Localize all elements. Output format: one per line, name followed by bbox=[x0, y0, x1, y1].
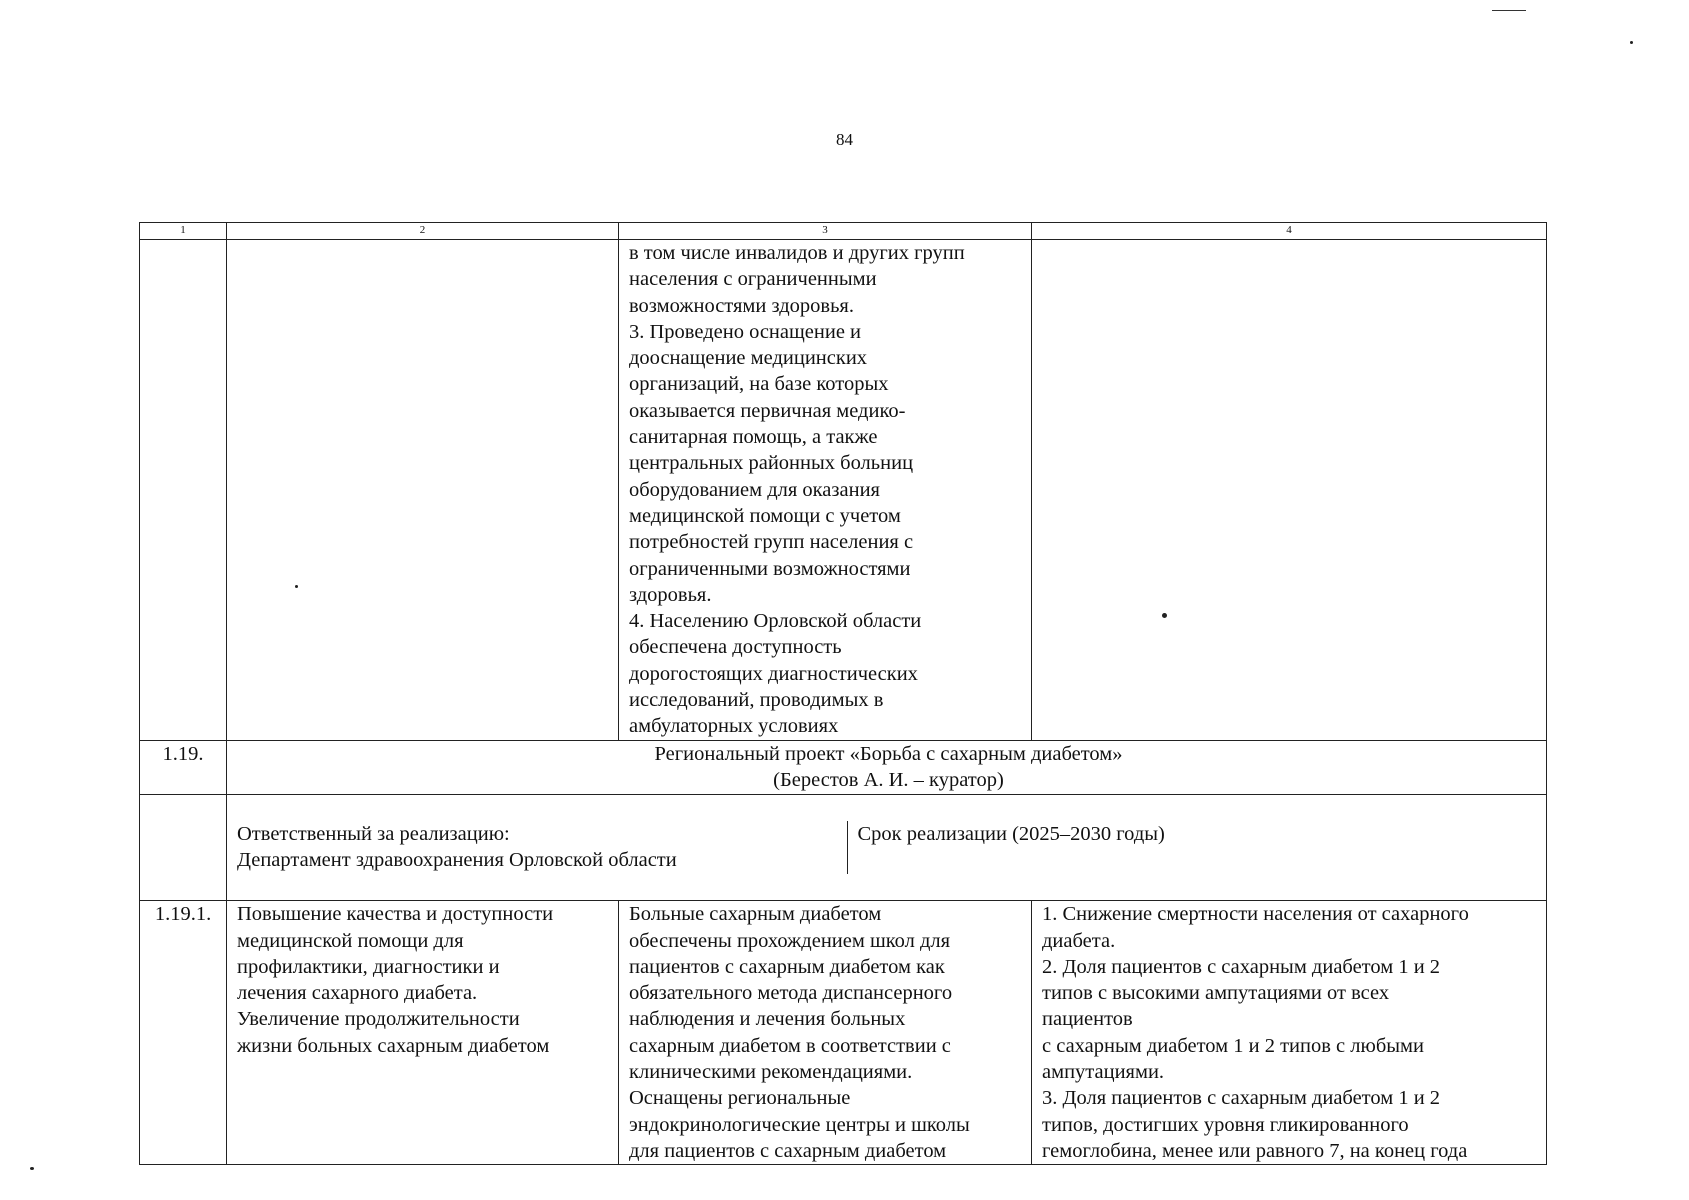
column-number-1: 1 bbox=[140, 223, 227, 240]
responsible-row bbox=[140, 794, 1547, 901]
continuation-task-cell bbox=[227, 240, 619, 741]
continuation-indicators-cell bbox=[1032, 240, 1547, 741]
task-description: Повышение качества и доступности медицинской помощи для профилактики, диагностики и лечения сахарного диабета. Увеличение продолжительности жизни больных сахарным диабетом bbox=[227, 901, 619, 1165]
continuation-row bbox=[140, 240, 1547, 741]
responsible-number-cell bbox=[140, 794, 227, 901]
scan-dot bbox=[295, 585, 298, 588]
implementation-period: Срок реализации (2025–2030 годы) bbox=[857, 822, 1165, 845]
page-number: 84 bbox=[836, 130, 853, 149]
column-number-3: 3 bbox=[619, 223, 1032, 240]
responsible-cell bbox=[227, 794, 1547, 901]
continuation-number-cell bbox=[140, 240, 227, 741]
scan-dot bbox=[1162, 613, 1167, 618]
responsible-department: Ответственный за реализацию: Департамент здравоохранения Орловской области bbox=[227, 821, 847, 874]
column-numbers-row bbox=[140, 223, 1547, 240]
task-results: Больные сахарным диабетом обеспечены прохождением школ для пациентов с сахарным диабетом как обязательного метода диспансерного наблюдения и лечения больных сахарным диабетом в соответствии с клиническими рекомендациями. Оснащены региональные эндокринологические центры и школы для пациентов с сахарным диабетом bbox=[619, 901, 1032, 1165]
project-title: Региональный проект «Борьба с сахарным диабетом» (Берестов А. И. – куратор) bbox=[227, 740, 1547, 794]
task-indicators: 1. Снижение смертности населения от сахарного диабета. 2. Доля пациентов с сахарным диабетом 1 и 2 типов с высокими ампутациями от всех пациентов с сахарным диабетом 1 и 2 типов с любыми ампутациями. 3. Доля пациентов с сахарным диабетом 1 и 2 типов, достигших уровня гликированного гемоглобина, менее или равного 7, на конец года bbox=[1032, 901, 1547, 1165]
project-number: 1.19. bbox=[140, 740, 227, 794]
scan-dot bbox=[1630, 41, 1633, 44]
task-number: 1.19.1. bbox=[140, 901, 227, 1165]
column-number-2: 2 bbox=[227, 223, 619, 240]
responsible-inner-table bbox=[227, 821, 1546, 874]
project-row bbox=[140, 740, 1547, 794]
continuation-results-cell: в том числе инвалидов и других групп населения с ограниченными возможностями здоровья. 3. Проведено оснащение и дооснащение медицинских организаций, на базе которых оказывается первичная медико- санитарная помощь, а также центральных районных больниц оборудованием для оказания медицинской помощи с учетом потребностей групп населения с ограниченными возможностями здоровья. 4. Населению Орловской области обеспечена доступность дорогостоящих диагностических исследований, проводимых в амбулаторных условиях bbox=[619, 240, 1032, 741]
scan-mark-top-right bbox=[1492, 10, 1526, 11]
document-table bbox=[139, 222, 1547, 1165]
scan-dot bbox=[30, 1167, 34, 1170]
task-row bbox=[140, 901, 1547, 1165]
column-number-4: 4 bbox=[1032, 223, 1547, 240]
